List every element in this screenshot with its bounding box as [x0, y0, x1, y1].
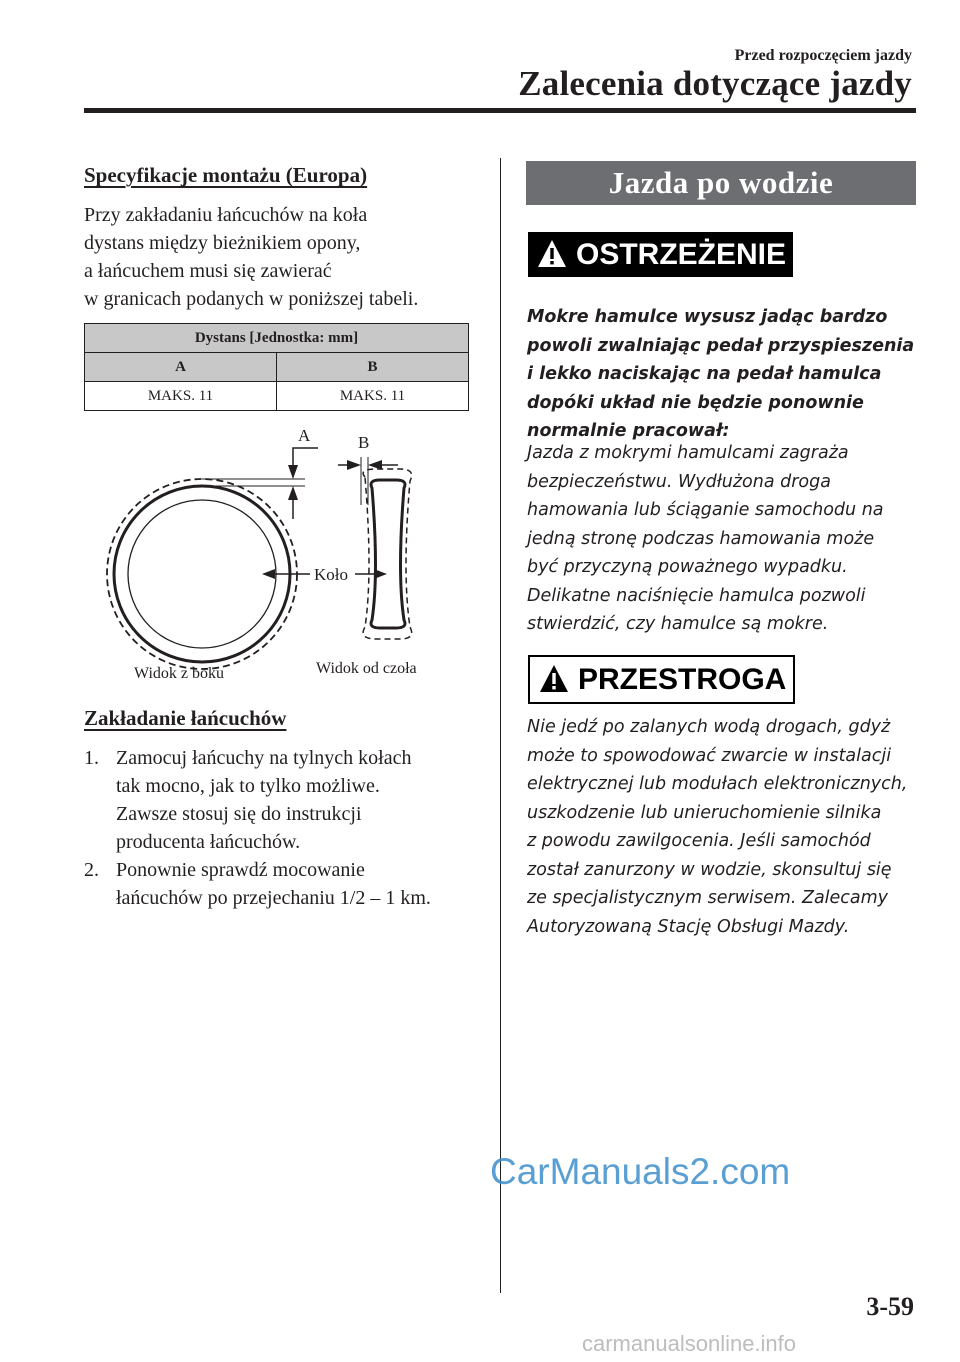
step-number: 1.: [84, 747, 99, 769]
label-b: B: [358, 433, 370, 452]
warning-line: Delikatne naciśnięcie hamulca pozwoli: [527, 585, 866, 606]
warning-bold-line: i lekko naciskając na pedał hamulca: [527, 364, 882, 384]
table-value-a: MAKS. 11: [85, 382, 277, 411]
spec-paragraph: [84, 201, 474, 313]
spec-line: a łańcuchem musi się zawierać: [84, 260, 332, 282]
warning-line: hamowania lub ściąganie samochodu na: [527, 500, 884, 520]
caution-line: elektrycznej lub modułach elektronicznych,: [527, 774, 908, 794]
step-line: Zamocuj łańcuchy na tylnych kołach: [116, 747, 412, 769]
warning-line: bezpieczeństwu. Wydłużona droga: [527, 471, 831, 492]
table-header-a: A: [85, 353, 277, 382]
step-line: tak mocno, jak to tylko możliwe.: [116, 775, 380, 797]
warning-triangle-icon: [537, 239, 567, 269]
table-caption: Dystans [Jednostka: mm]: [85, 324, 469, 353]
step-2: [84, 856, 484, 912]
caution-label: PRZESTROGA: [578, 663, 787, 696]
step-line: łańcuchów po przejechaniu 1/2 – 1 km.: [116, 887, 431, 909]
footer-site-link[interactable]: carmanualsonline.info: [582, 1331, 797, 1356]
step-1: [84, 744, 484, 856]
section-banner: Jazda po wodzie: [526, 161, 916, 205]
distance-table: [84, 323, 469, 411]
warning-line: stwierdzić, czy hamulce są mokre.: [527, 614, 829, 634]
caution-line: Nie jedź po zalanych wodą drogach, gdyż: [527, 717, 891, 737]
warning-box: [528, 232, 793, 277]
warning-line: Jazda z mokrymi hamulcami zagraża: [527, 443, 849, 463]
page-number: 3-59: [866, 1292, 914, 1321]
caution-box: [528, 655, 795, 704]
caution-line: uszkodzenie lub unieruchomienie silnika: [527, 802, 882, 823]
install-title: Zakładanie łańcuchów: [84, 706, 287, 730]
step-line: producenta łańcuchów.: [116, 831, 301, 853]
label-side-view: Widok z boku: [134, 665, 225, 682]
caution-triangle-icon: [539, 664, 569, 694]
column-divider: [500, 158, 501, 1293]
header-rule: [84, 108, 916, 113]
watermark-link[interactable]: CarManuals2.com: [490, 1151, 791, 1192]
warning-text: [527, 439, 917, 639]
spec-line: w granicach podanych w poniższej tabeli.: [84, 288, 419, 310]
spec-title: Specyfikacje montażu (Europa): [84, 163, 368, 187]
warning-line: jedną stronę podczas hamowania może: [527, 528, 875, 549]
label-front-view: Widok od czoła: [316, 660, 417, 677]
table-header-b: B: [277, 353, 469, 382]
label-wheel: Koło: [314, 565, 348, 584]
warning-bold-text: [527, 303, 917, 446]
section-header: Przed rozpoczęciem jazdy: [734, 47, 912, 64]
step-line: Ponownie sprawdź mocowanie: [116, 859, 365, 881]
warning-label: OSTRZEŻENIE: [576, 238, 787, 271]
table-value-b: MAKS. 11: [277, 382, 469, 411]
dimension-a: [202, 426, 318, 519]
warning-bold-line: Mokre hamulce wysusz jadąc bardzo: [527, 307, 888, 327]
spec-line: Przy zakładaniu łańcuchów na koła: [84, 204, 368, 226]
step-number: 2.: [84, 859, 99, 881]
front-view-tire: [363, 469, 412, 639]
warning-bold-line: normalnie pracował:: [527, 421, 730, 441]
warning-bold-line: powoli zwalniając pedał przyspieszenia: [527, 335, 915, 356]
warning-line: być przyczyną poważnego wypadku.: [527, 557, 848, 577]
caution-line: ze specjalistycznym serwisem. Zalecamy: [527, 888, 889, 908]
caution-line: Autoryzowaną Stację Obsługi Mazdy.: [527, 916, 850, 937]
tire-chain-diagram: [100, 415, 470, 690]
warning-bold-line: dopóki układ nie będzie ponownie: [527, 392, 864, 413]
caution-line: z powodu zawilgocenia. Jeśli samochód: [527, 831, 871, 851]
caution-text: [527, 713, 917, 941]
spec-line: dystans między bieżnikiem opony,: [84, 232, 361, 254]
page-title: Zalecenia dotyczące jazdy: [518, 64, 912, 103]
distance-table-wrapper: [84, 323, 474, 411]
caution-line: został zanurzony w wodzie, skonsultuj się: [527, 859, 892, 880]
step-line: Zawsze stosuj się do instrukcji: [116, 803, 362, 825]
label-a: A: [298, 426, 311, 445]
caution-line: może to spowodować zwarcie w instalacji: [527, 745, 892, 766]
